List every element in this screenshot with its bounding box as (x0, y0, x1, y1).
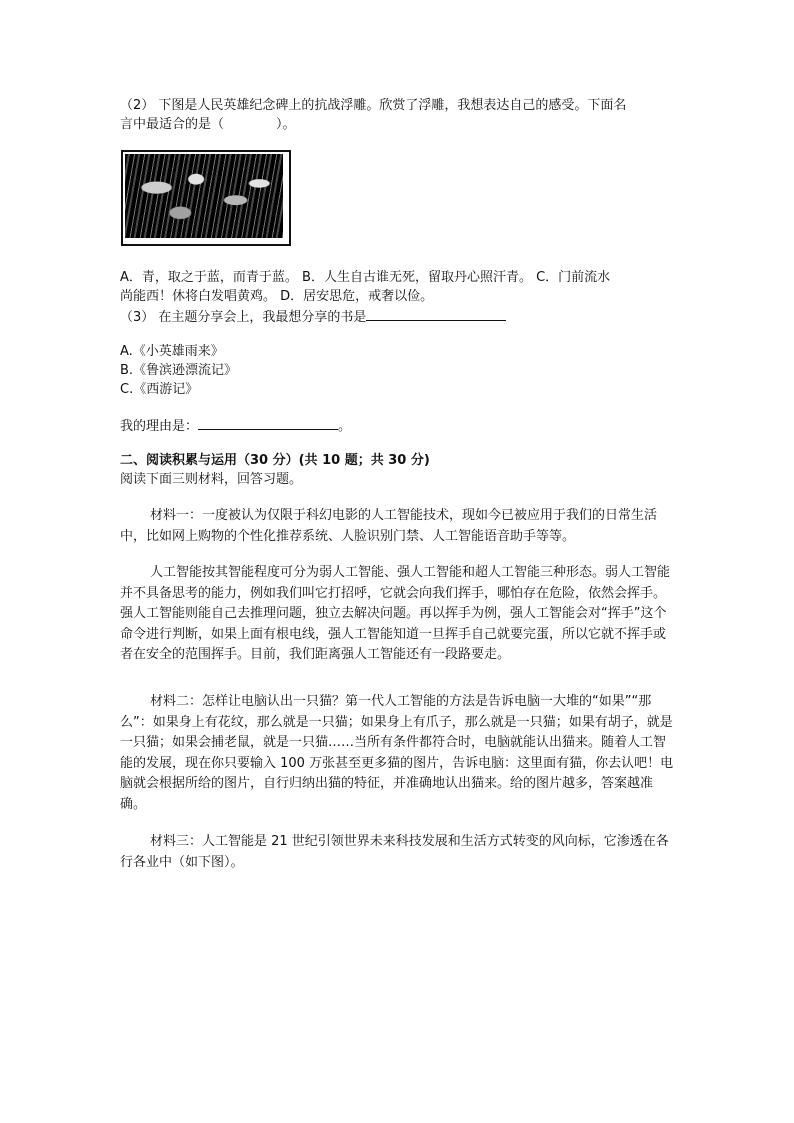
material-1: 材料一：一度被认为仅限于科幻电影的人工智能技术，现如今已被应用于我们的日常生活中，比如网上购物的个性化推荐系统、人脸识别门禁、人工智能语音助手等等。 (120, 508, 658, 544)
q2-options-line2: 尚能西！休将白发唱黄鸡。 D．居安思危，戒奢以俭。 (120, 289, 434, 304)
section2-heading: 二、阅读积累与运用（30 分）(共 10 题；共 30 分) (120, 453, 430, 468)
q2-line1: （2） 下图是人民英雄纪念碑上的抗战浮雕。欣赏了浮雕，我想表达自己的感受。下面名 (120, 98, 627, 113)
relief-image-content (125, 154, 283, 238)
reason-blank[interactable] (198, 415, 338, 430)
relief-image (121, 150, 291, 246)
q3-prompt-text: （3） 在主题分享会上，我最想分享的书是 (120, 310, 367, 325)
reason-end: 。 (338, 419, 352, 434)
q3-option-c: C.《西游记》 (120, 382, 199, 397)
material-3: 材料三：人工智能是 21 世纪引领世界未来科技发展和生活方式转变的风向标，它渗透在各行各业中（如下图）。 (120, 834, 669, 870)
material-1-continued: 人工智能按其智能程度可分为弱人工智能、强人工智能和超人工智能三种形态。弱人工智能并不具备思考的能力，例如我们叫它打招呼，它就会向我们挥手，哪怕存在危险，依然会挥手。强人工智能则能自己去推理问题，独立去解决问题。再以挥手为例，强人工智能会对“挥手”这个命令进行判断，如果上面有根电线，强人工智能知道一旦挥手自己就要完蛋，所以它就不挥手或者在安全的范围挥手。目前，我们距离强人工智能还有一段路要走。 (120, 565, 671, 662)
q2-options-line1: A．青，取之于蓝，而青于蓝。 B．人生自古谁无死，留取丹心照汗青。 C．门前流水 (120, 270, 611, 285)
q3-prompt (120, 306, 506, 328)
q3-option-b: B.《鲁滨逊漂流记》 (120, 363, 238, 378)
q3-reason (120, 415, 351, 437)
q2-line2: 言中最适合的是（ ）。 (120, 117, 296, 132)
section2-intro: 阅读下面三则材料，回答习题。 (120, 472, 303, 487)
reason-label: 我的理由是： (120, 419, 199, 434)
q3-option-a: A.《小英雄雨来》 (120, 344, 224, 359)
q3-answer-blank[interactable] (366, 306, 506, 321)
material-2: 材料二：怎样让电脑认出一只猫？第一代人工智能的方法是告诉电脑一大堆的“如果”“那么”：如果身上有花纹，那么就是一只猫；如果身上有爪子，那么就是一只猫；如果有胡子，就是一只猫；如果会捕老鼠，就是一只猫……当所有条件都符合时，电脑就能认出猫来。随着人工智能的发展，现在你只要输入 100 万张甚至更多猫的图片，告诉电脑：这里面有猫，你去认吧！电脑就会根据所给的图片，自行归纳出猫的特征，并准确地认出猫来。给的图片越多，答案越准确。 (120, 694, 674, 812)
